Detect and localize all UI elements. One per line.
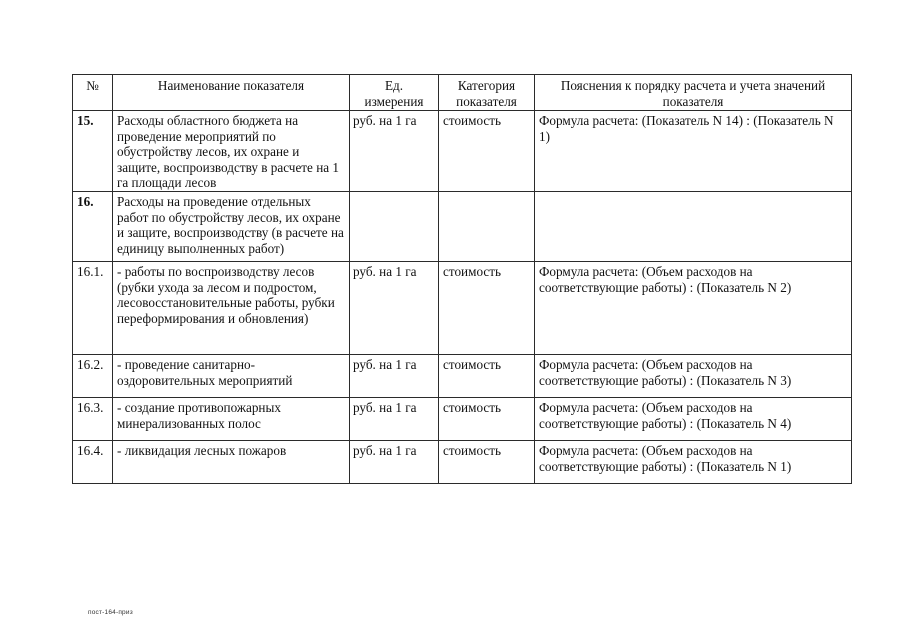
calculation-note: Формула расчета: (Показатель N 14) : (Показатель N 1)	[535, 111, 852, 192]
indicator-category: стоимость	[439, 354, 535, 397]
row-number: 16.4.	[73, 440, 113, 483]
unit-of-measure: руб. на 1 га	[350, 440, 439, 483]
indicator-category: стоимость	[439, 261, 535, 354]
indicator-category: стоимость	[439, 397, 535, 440]
row-number: 16.3.	[73, 397, 113, 440]
calculation-note	[535, 191, 852, 261]
header-note: Пояснения к порядку расчета и учета значений показателя	[535, 75, 852, 111]
calculation-note: Формула расчета: (Объем расходов на соответствующие работы) : (Показатель N 1)	[535, 440, 852, 483]
indicator-name: - проведение санитарно-оздоровительных мероприятий	[113, 354, 350, 397]
header-num: №	[73, 75, 113, 111]
table-row	[73, 261, 852, 354]
table-row	[73, 111, 852, 192]
unit-of-measure: руб. на 1 га	[350, 354, 439, 397]
file-label: пост-164-приз	[88, 609, 133, 616]
header-name: Наименование показателя	[113, 75, 350, 111]
row-number: 16.2.	[73, 354, 113, 397]
unit-of-measure: руб. на 1 га	[350, 111, 439, 192]
indicator-name: - создание противопожарных минерализованных полос	[113, 397, 350, 440]
indicator-category: стоимость	[439, 111, 535, 192]
row-number: 15.	[73, 111, 113, 192]
calculation-note: Формула расчета: (Объем расходов на соответствующие работы) : (Показатель N 3)	[535, 354, 852, 397]
table-row	[73, 354, 852, 397]
indicator-name: - работы по воспроизводству лесов (рубки ухода за лесом и подростом, лесовосстановительные работы, рубки переформирования и обновления)	[113, 261, 350, 354]
table-row	[73, 191, 852, 261]
table-body	[73, 111, 852, 484]
indicator-name: - ликвидация лесных пожаров	[113, 440, 350, 483]
header-unit: Ед. измерения	[350, 75, 439, 111]
table-row	[73, 397, 852, 440]
header-category: Категория показателя	[439, 75, 535, 111]
unit-of-measure	[350, 191, 439, 261]
indicator-category: стоимость	[439, 440, 535, 483]
row-number: 16.1.	[73, 261, 113, 354]
calculation-note: Формула расчета: (Объем расходов на соответствующие работы) : (Показатель N 4)	[535, 397, 852, 440]
table-header	[73, 75, 852, 111]
header-row	[73, 75, 852, 111]
indicator-name: Расходы областного бюджета на проведение мероприятий по обустройству лесов, их охране и защите, воспроизводству в расчете на 1 га площади лесов	[113, 111, 350, 192]
table-row	[73, 440, 852, 483]
unit-of-measure: руб. на 1 га	[350, 397, 439, 440]
indicators-table	[72, 74, 852, 484]
unit-of-measure: руб. на 1 га	[350, 261, 439, 354]
row-number: 16.	[73, 191, 113, 261]
indicator-name: Расходы на проведение отдельных работ по обустройству лесов, их охране и защите, воспроизводству (в расчете на единицу выполненных работ)	[113, 191, 350, 261]
calculation-note: Формула расчета: (Объем расходов на соответствующие работы) : (Показатель N 2)	[535, 261, 852, 354]
indicator-category	[439, 191, 535, 261]
